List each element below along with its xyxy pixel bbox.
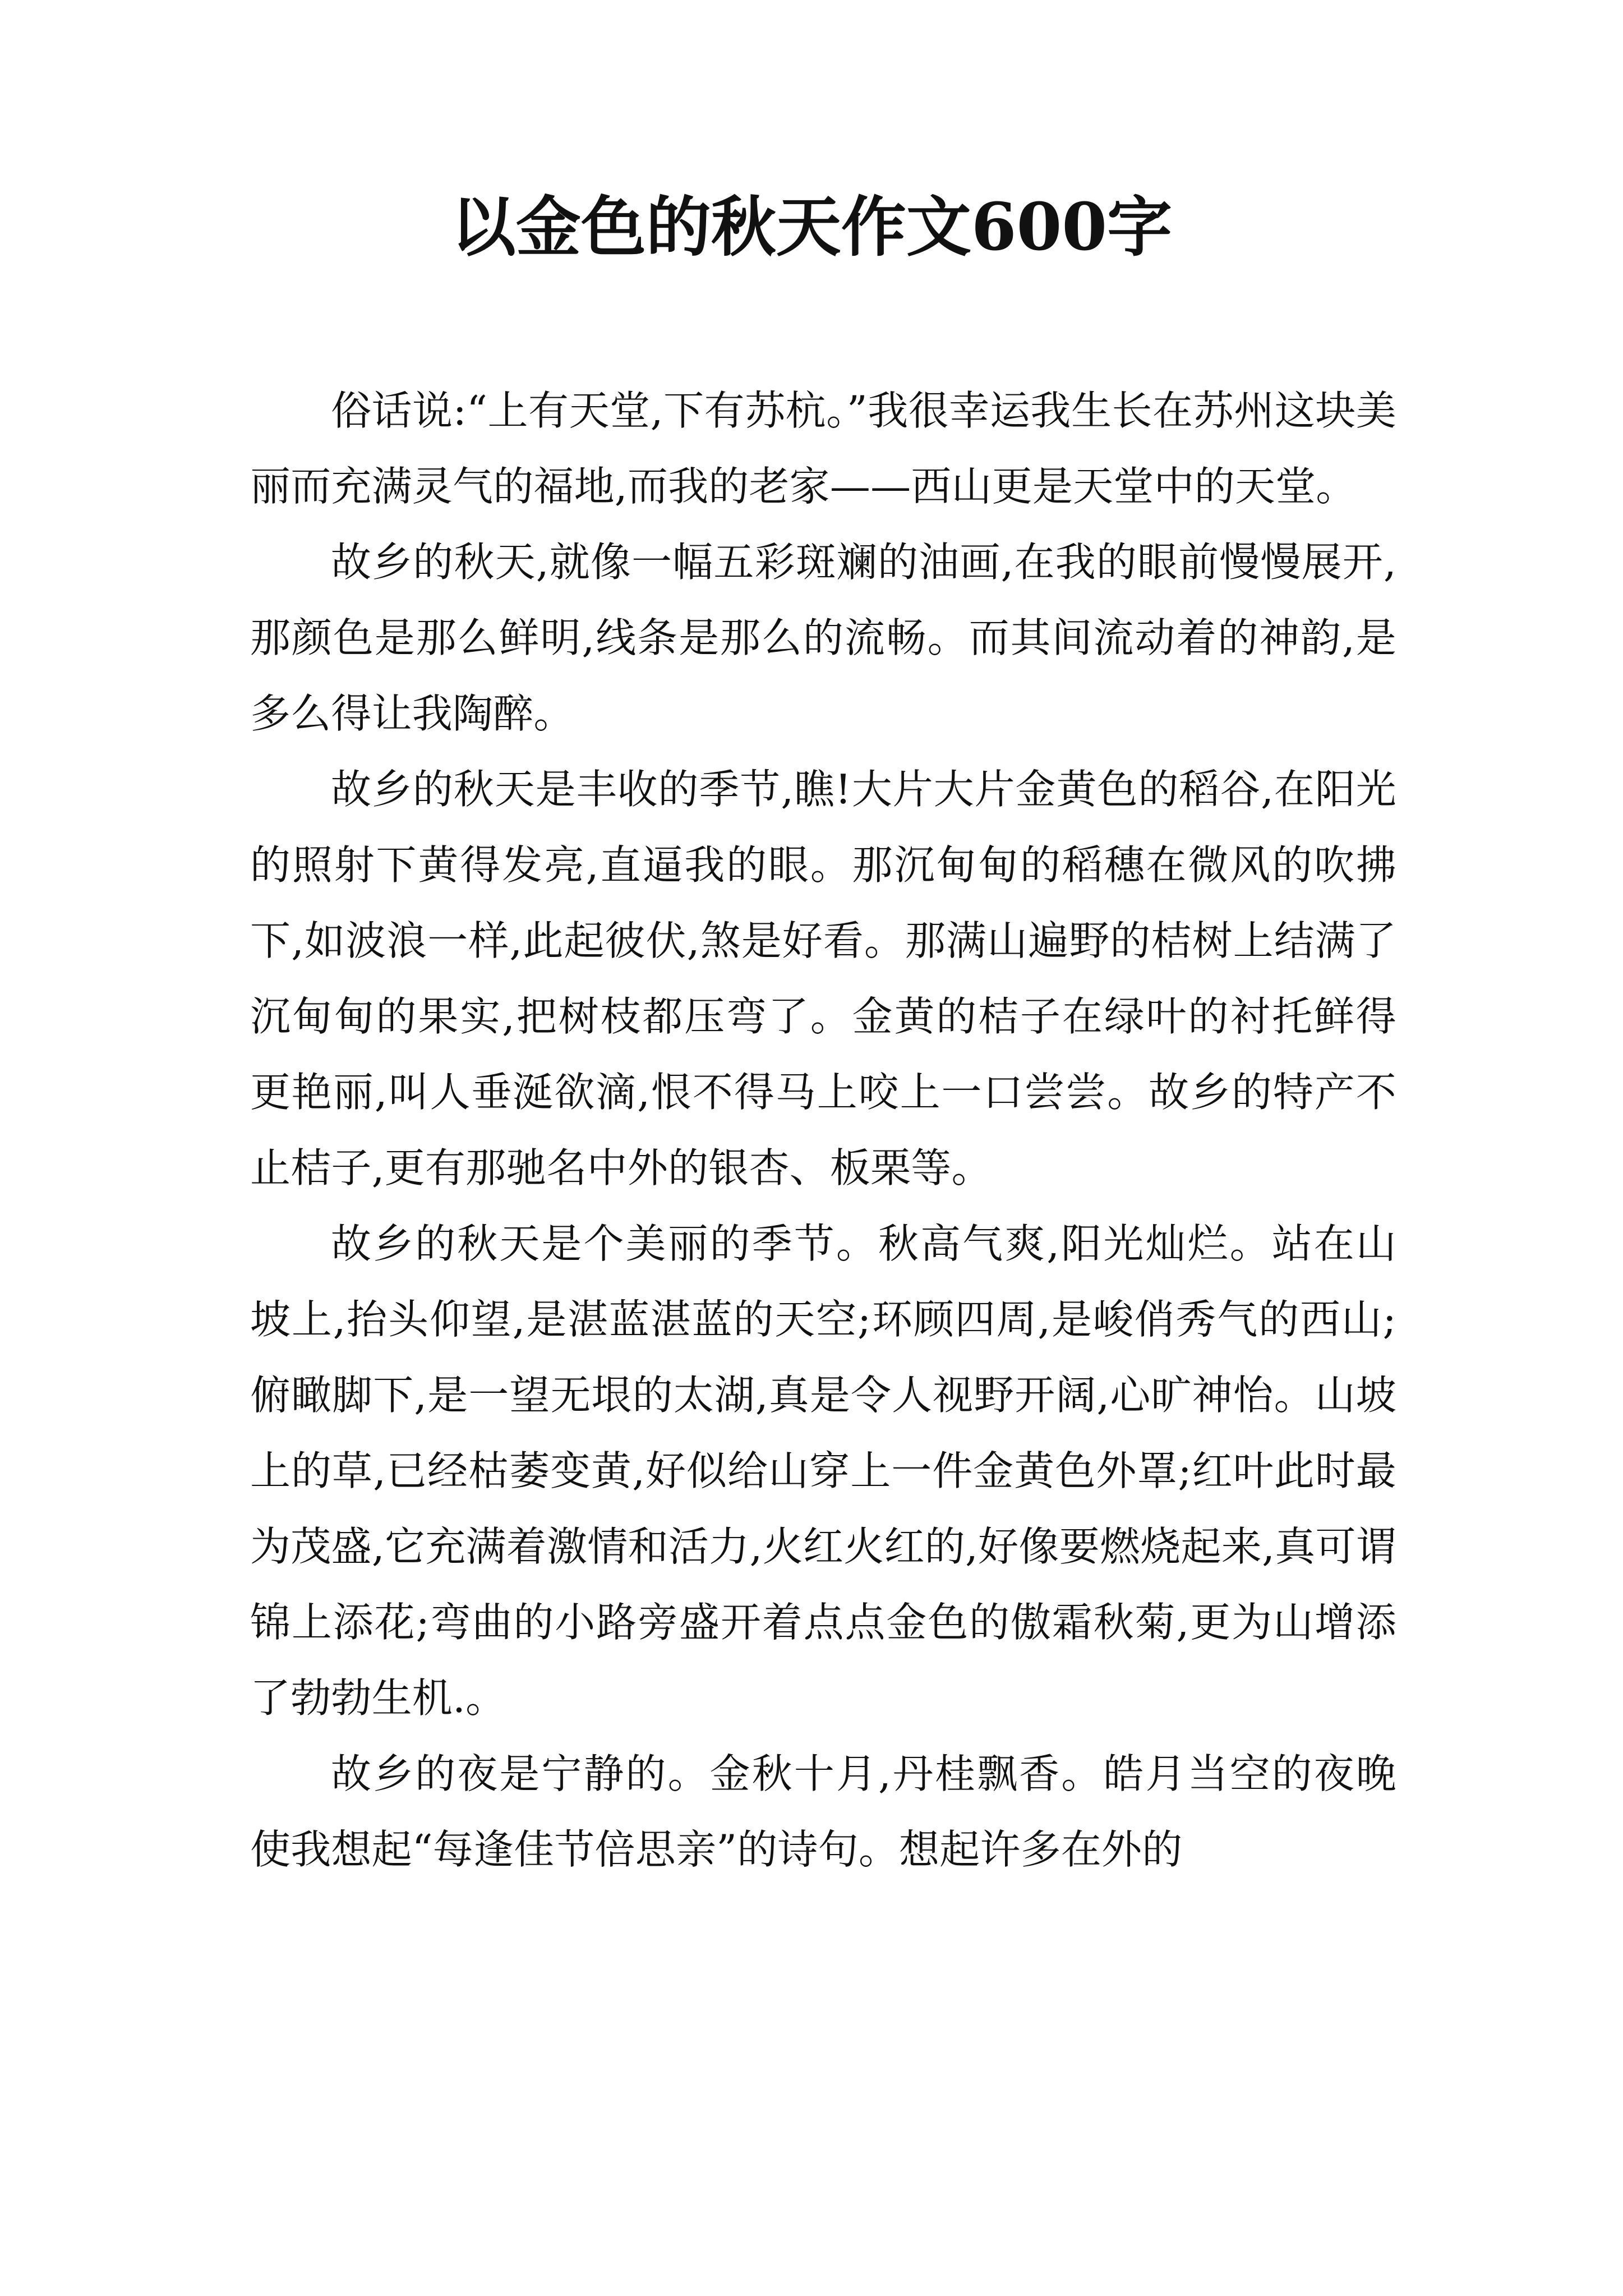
document-body <box>250 373 1396 1888</box>
paragraph-4: 故乡的秋天是个美丽的季节。秋高气爽,阳光灿烂。站在山坡上,抬头仰望,是湛蓝湛蓝的天空;环顾四周,是峻俏秀气的西山;俯瞰脚下,是一望无垠的太湖,真是令人视野开阔,心旷神怡。山坡上的草,已经枯萎变黄,好似给山穿上一件金黄色外罩;红叶此时最为茂盛,它充满着激情和活力,火红火红的,好像要燃烧起来,真可谓锦上添花;弯曲的小路旁盛开着点点金色的傲霜秋菊,更为山增添了勃勃生机.。 <box>250 1220 1396 1722</box>
paragraph-1: 俗话说:“上有天堂,下有苏杭。”我很幸运我生长在苏州这块美丽而充满灵气的福地,而我的老家——西山更是天堂中的天堂。 <box>250 387 1396 510</box>
paragraph-5: 故乡的夜是宁静的。金秋十月,丹桂飘香。皓月当空的夜晚使我想起“每逢佳节倍思亲”的诗句。想起许多在外的 <box>250 1750 1396 1873</box>
paragraph-2: 故乡的秋天,就像一幅五彩斑斓的油画,在我的眼前慢慢展开,那颜色是那么鲜明,线条是那么的流畅。而其间流动着的神韵,是多么得让我陶醉。 <box>250 539 1396 737</box>
paragraph-3: 故乡的秋天是丰收的季节,瞧!大片大片金黄色的稻谷,在阳光的照射下黄得发亮,直逼我的眼。那沉甸甸的稻穗在微风的吹拂下,如波浪一样,此起彼伏,煞是好看。那满山遍野的桔树上结满了沉甸甸的果实,把树枝都压弯了。金黄的桔子在绿叶的衬托鲜得更艳丽,叫人垂涎欲滴,恨不得马上咬上一口尝尝。故乡的特产不止桔子,更有那驰名中外的银杏、板栗等。 <box>250 766 1396 1191</box>
document-title: 以金色的秋天作文600字 <box>450 189 1173 265</box>
